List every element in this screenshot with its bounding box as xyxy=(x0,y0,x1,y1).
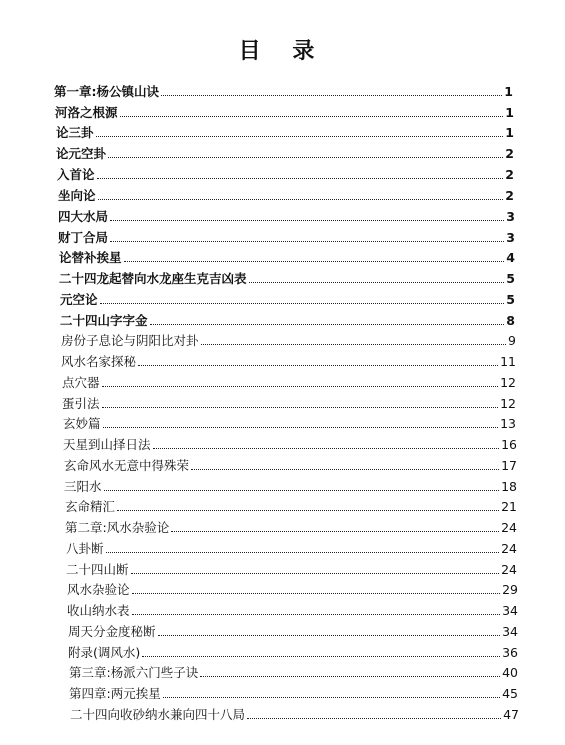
leader-dots xyxy=(103,417,499,428)
toc-entry-page: 9 xyxy=(508,333,516,348)
toc-entry[interactable] xyxy=(67,603,518,619)
toc-entry-title: 二十四向收砂纳水兼向四十八局 xyxy=(70,707,246,722)
toc-entry-page: 12 xyxy=(500,396,516,411)
toc-entry-page: 16 xyxy=(501,437,517,452)
toc-entry-title: 八卦断 xyxy=(66,541,104,556)
toc-entry[interactable] xyxy=(56,146,514,162)
toc-entry-title: 财丁合局 xyxy=(58,230,109,245)
leader-dots xyxy=(161,85,502,96)
toc-entry-page: 45 xyxy=(502,686,518,701)
toc-entry-page: 29 xyxy=(502,582,518,597)
toc-entry-title: 河洛之根源 xyxy=(55,105,118,120)
leader-dots xyxy=(191,459,499,470)
leader-dots xyxy=(142,646,500,657)
toc-entry-page: 12 xyxy=(500,375,516,390)
leader-dots xyxy=(201,334,507,345)
leader-dots xyxy=(171,521,499,532)
toc-entry[interactable] xyxy=(69,686,518,702)
toc-entry-page: 40 xyxy=(502,665,518,680)
toc-entry-title: 四大水局 xyxy=(58,209,109,224)
toc-entry-title: 玄命风水无意中得殊荣 xyxy=(64,458,190,473)
toc-entry-title: 第一章:杨公镇山诀 xyxy=(54,84,159,99)
toc-entry[interactable] xyxy=(69,665,518,681)
toc-entry[interactable] xyxy=(60,313,515,329)
toc-entry-title: 点穴器 xyxy=(62,375,100,390)
toc-entry-title: 二十四山字字金 xyxy=(60,313,148,328)
toc-entry-page: 24 xyxy=(501,520,517,535)
toc-entry[interactable] xyxy=(65,520,517,536)
toc-entry[interactable] xyxy=(68,645,518,661)
toc-entry-title: 第四章:两元挨星 xyxy=(69,686,161,701)
toc-entry-page: 34 xyxy=(502,624,518,639)
toc-entry[interactable] xyxy=(68,624,518,640)
toc-entry-title: 论三卦 xyxy=(56,125,94,140)
toc-entry-page: 24 xyxy=(501,541,517,556)
toc-entry[interactable] xyxy=(60,292,515,308)
toc-entry[interactable] xyxy=(63,416,516,432)
toc-entry-page: 5 xyxy=(506,271,515,286)
toc-entry-title: 房份子息论与阴阳比对卦 xyxy=(61,333,199,348)
toc-entry-title: 周天分金度秘断 xyxy=(68,624,156,639)
leader-dots xyxy=(117,500,499,511)
toc-entry[interactable] xyxy=(61,333,516,349)
toc-entry-page: 1 xyxy=(505,125,514,140)
toc-entry-title: 玄命精汇 xyxy=(65,499,116,514)
toc-entry[interactable] xyxy=(58,188,514,204)
toc-entry[interactable] xyxy=(64,479,517,495)
toc-entry[interactable] xyxy=(59,250,515,266)
toc-entry-page: 47 xyxy=(503,707,519,722)
toc-entry-page: 2 xyxy=(505,167,514,182)
toc-entry[interactable] xyxy=(62,396,516,412)
toc-entry-title: 收山纳水表 xyxy=(67,603,130,618)
toc-entry-title: 坐向论 xyxy=(58,188,96,203)
leader-dots xyxy=(158,625,501,636)
leader-dots xyxy=(131,563,500,574)
leader-dots xyxy=(104,480,500,491)
toc-entry[interactable] xyxy=(54,84,513,100)
leader-dots xyxy=(102,376,499,387)
leader-dots xyxy=(132,583,501,594)
toc-entry[interactable] xyxy=(55,105,514,121)
toc-entry-title: 风水名家探秘 xyxy=(61,354,137,369)
toc-entry[interactable] xyxy=(66,562,517,578)
toc-entry-title: 二十四龙起替向水龙座生克吉凶表 xyxy=(59,271,247,286)
toc-entry-page: 2 xyxy=(505,188,514,203)
toc-entry-page: 3 xyxy=(506,209,515,224)
leader-dots xyxy=(150,314,505,325)
toc-entry-title: 三阳水 xyxy=(64,479,102,494)
leader-dots xyxy=(124,251,505,262)
toc-entry[interactable] xyxy=(67,582,518,598)
toc-entry[interactable] xyxy=(56,125,514,141)
leader-dots xyxy=(100,293,505,304)
toc-entry-page: 13 xyxy=(500,416,516,431)
toc-entry-title: 二十四山断 xyxy=(66,562,129,577)
toc-entry[interactable] xyxy=(58,230,515,246)
toc-entry[interactable] xyxy=(64,458,517,474)
leader-dots xyxy=(249,272,505,283)
page-title: 目 录 xyxy=(238,39,327,64)
leader-dots xyxy=(110,231,504,242)
toc-entry[interactable] xyxy=(65,499,517,515)
leader-dots xyxy=(247,708,501,719)
leader-dots xyxy=(200,666,500,677)
toc-entry-title: 第三章:杨派六门些子诀 xyxy=(69,665,199,680)
toc-entry-title: 蛋引法 xyxy=(62,396,100,411)
toc-entry-title: 玄妙篇 xyxy=(63,416,101,431)
toc-entry[interactable] xyxy=(66,541,517,557)
toc-entry[interactable] xyxy=(70,707,519,723)
toc-entry-page: 18 xyxy=(501,479,517,494)
toc-entry-page: 1 xyxy=(504,84,513,99)
leader-dots xyxy=(110,210,504,221)
toc-entry-title: 附录(调风水) xyxy=(68,645,141,660)
toc-entry[interactable] xyxy=(63,437,517,453)
toc-entry[interactable] xyxy=(59,271,515,287)
leader-dots xyxy=(153,438,500,449)
leader-dots xyxy=(97,168,504,179)
toc-entry-title: 天星到山择日法 xyxy=(63,437,151,452)
toc-entry-title: 入首论 xyxy=(57,167,95,182)
leader-dots xyxy=(96,126,504,137)
toc-entry-title: 风水杂验论 xyxy=(67,582,130,597)
toc-entry-page: 17 xyxy=(501,458,517,473)
toc-entry-page: 4 xyxy=(506,250,515,265)
toc-entry-title: 论替补挨星 xyxy=(59,250,122,265)
toc-entry[interactable] xyxy=(61,354,516,370)
toc-entry-page: 8 xyxy=(506,313,515,328)
leader-dots xyxy=(102,397,499,408)
toc-entry-page: 34 xyxy=(502,603,518,618)
toc-entry-page: 2 xyxy=(505,146,514,161)
toc-entry-page: 36 xyxy=(502,645,518,660)
toc-entry-page: 21 xyxy=(501,499,517,514)
toc-entry[interactable] xyxy=(57,167,514,183)
toc-entry[interactable] xyxy=(62,375,516,391)
toc-entry-page: 1 xyxy=(505,105,514,120)
toc-entry[interactable] xyxy=(58,209,515,225)
toc-entry-title: 第二章:风水杂验论 xyxy=(65,520,170,535)
leader-dots xyxy=(163,687,500,698)
toc-entry-page: 24 xyxy=(501,562,517,577)
leader-dots xyxy=(106,542,500,553)
toc-entry-page: 5 xyxy=(506,292,515,307)
toc-entry-title: 元空论 xyxy=(60,292,98,307)
leader-dots xyxy=(132,604,501,615)
leader-dots xyxy=(120,106,504,117)
toc-entry-page: 3 xyxy=(506,230,515,245)
toc-entry-title: 论元空卦 xyxy=(56,146,107,161)
leader-dots xyxy=(98,189,504,200)
leader-dots xyxy=(138,355,498,366)
leader-dots xyxy=(108,147,503,158)
toc-entry-page: 11 xyxy=(500,354,516,369)
